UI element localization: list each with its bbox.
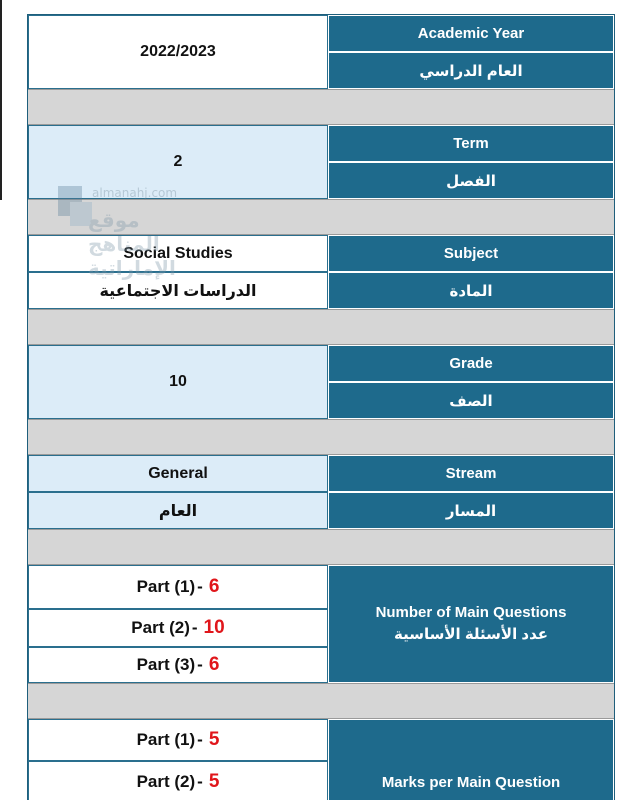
academic-year-value: 2022/2023 <box>28 15 328 89</box>
main-questions-part-2 <box>28 609 328 647</box>
main-questions-label-ar: عدد الأسئلة الأساسية <box>393 626 548 643</box>
stream-value-ar: العام <box>28 492 328 529</box>
grade-row <box>28 345 614 419</box>
separator <box>28 89 614 125</box>
marks-label-en: Marks per Main Question <box>381 774 561 791</box>
part-value: 6 <box>208 654 220 675</box>
part-label: Part (2) <box>136 772 196 791</box>
part-dash: - <box>197 577 203 596</box>
grade-value: 10 <box>28 345 328 419</box>
main-questions-label-en: Number of Main Questions <box>375 604 567 621</box>
marks-part-2 <box>28 761 328 800</box>
main-questions-label <box>328 565 614 683</box>
academic-year-label-ar: العام الدراسي <box>328 52 614 89</box>
marks-label <box>328 719 614 800</box>
separator <box>28 199 614 235</box>
separator <box>28 419 614 455</box>
subject-value-en: Social Studies <box>28 235 328 272</box>
part-value: 6 <box>208 576 220 597</box>
term-row <box>28 125 614 199</box>
part-value: 5 <box>208 729 220 750</box>
part-label: Part (1) <box>136 577 196 596</box>
separator <box>28 683 614 719</box>
grade-label-ar: الصف <box>328 382 614 419</box>
part-dash: - <box>197 655 203 674</box>
academic-year-label-en: Academic Year <box>328 15 614 52</box>
subject-label-en: Subject <box>328 235 614 272</box>
part-value: 10 <box>203 617 225 638</box>
main-questions-part-3 <box>28 647 328 683</box>
main-questions-row <box>28 565 614 683</box>
grade-label-en: Grade <box>328 345 614 382</box>
main-questions-part-1 <box>28 565 328 609</box>
part-dash: - <box>197 772 203 791</box>
watermark-url: almanahj.com <box>92 186 178 200</box>
subject-value-ar: الدراسات الاجتماعية <box>28 272 328 309</box>
page-edge-line <box>0 0 2 200</box>
watermark-arabic-text: موقع المناهج الإماراتية <box>88 208 176 280</box>
part-dash: - <box>191 618 198 637</box>
part-label: Part (2) <box>131 618 190 637</box>
part-label: Part (1) <box>136 730 196 749</box>
part-label: Part (3) <box>136 655 196 674</box>
stream-label-ar: المسار <box>328 492 614 529</box>
exam-info-table <box>27 14 615 800</box>
separator <box>28 529 614 565</box>
stream-value-en: General <box>28 455 328 492</box>
term-label-en: Term <box>328 125 614 162</box>
separator <box>28 309 614 345</box>
marks-row <box>28 719 614 800</box>
stream-row <box>28 455 614 529</box>
part-dash: - <box>197 730 203 749</box>
marks-part-1 <box>28 719 328 761</box>
part-value: 5 <box>208 771 220 792</box>
stream-label-en: Stream <box>328 455 614 492</box>
academic-year-row <box>28 15 614 89</box>
term-label-ar: الفصل <box>328 162 614 199</box>
term-value: 2 <box>28 125 328 199</box>
subject-row <box>28 235 614 309</box>
subject-label-ar: المادة <box>328 272 614 309</box>
